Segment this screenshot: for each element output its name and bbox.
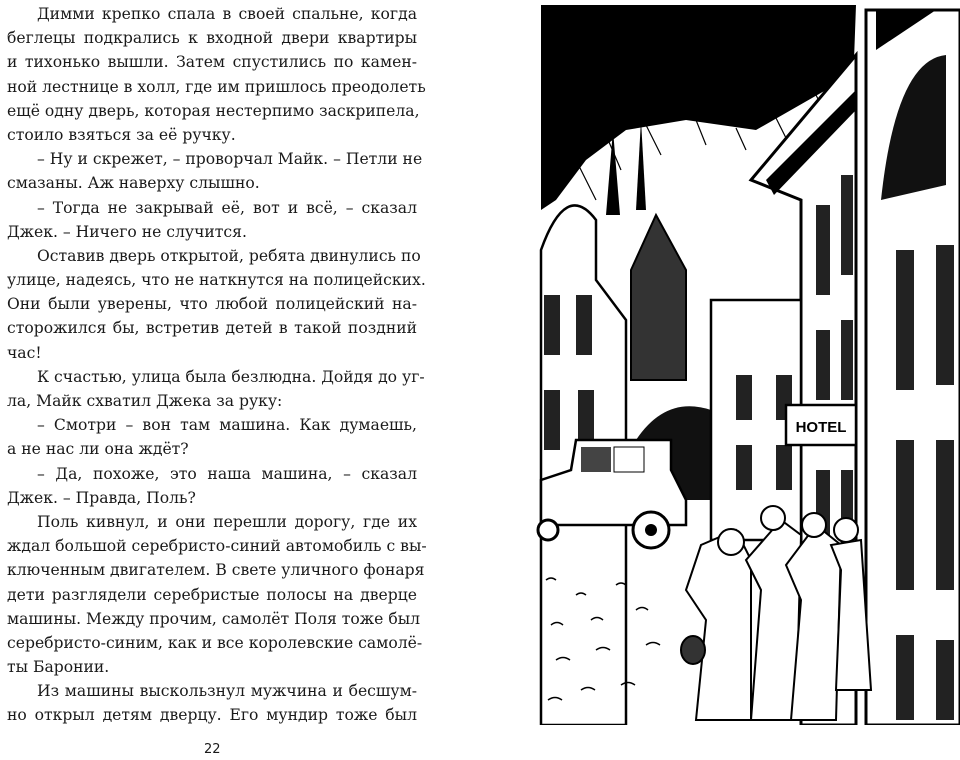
text-line: Димми крепко спала в своей спальне, когда — [37, 5, 417, 23]
text-line: Поль кивнул, и они перешли дорогу, где их — [37, 512, 417, 531]
text-line: К счастью, улица была безлюдна. Дойдя до уг- — [37, 367, 425, 386]
page-number: 22 — [204, 742, 221, 757]
text-line: час! — [7, 343, 42, 362]
text-line: – Тогда не закрывай её, вот и всё, – сказал — [37, 198, 417, 217]
street-illustration — [536, 0, 960, 725]
text-line: но открыл детям дверцу. Его мундир тоже был — [7, 706, 417, 725]
text-line: – Ну и скрежет, – проворчал Майк. – Петли не — [37, 150, 423, 169]
text-line: машины. Между прочим, самолёт Поля тоже был — [7, 609, 421, 628]
text-line: смазаны. Аж наверху слышно. — [7, 174, 260, 193]
text-line: – Смотри – вон там машина. Как думаешь, — [37, 416, 417, 435]
text-line: ты Баронии. — [7, 658, 110, 677]
text-line: ещё одну дверь, которая нестерпимо заскрипела, — [7, 101, 420, 120]
text-line: Оставив дверь открытой, ребята двинулись по — [37, 246, 421, 265]
text-line: Они были уверены, что любой полицейский на- — [7, 295, 417, 314]
book-page-text — [7, 2, 427, 728]
text-line: Из машины выскользнул мужчина и бесшум- — [37, 682, 417, 701]
text-line: ждал большой серебристо-синий автомобиль с вы- — [7, 537, 427, 556]
text-line: Джек. – Правда, Поль? — [7, 488, 196, 507]
hotel-sign: HOTEL — [795, 419, 847, 436]
text-line: ной лестнице в холл, где им пришлось преодолеть — [7, 77, 426, 96]
text-line: дети разглядели серебристые полосы на дверце — [7, 585, 417, 604]
text-line: ла, Майк схватил Джека за руку: — [7, 392, 283, 410]
text-line: серебристо-синим, как и все королевские самолё- — [7, 633, 423, 652]
text-line: стоило взяться за её ручку. — [7, 125, 236, 144]
text-line: – Да, похоже, это наша машина, – сказал — [37, 464, 417, 483]
text-line: и тихонько вышли. Затем спустились по камен- — [7, 53, 417, 72]
text-line: улице, надеясь, что не наткнутся на полицейских. — [7, 271, 426, 290]
text-line: сторожился бы, встретив детей в такой поздний — [7, 319, 417, 338]
text-line: беглецы подкрались к входной двери квартиры — [7, 29, 417, 48]
text-line: Джек. – Ничего не случится. — [7, 222, 247, 241]
children-group — [681, 506, 871, 720]
text-line: а не нас ли она ждёт? — [7, 440, 189, 459]
text-line: ключенным двигателем. В свете уличного фонаря — [7, 561, 425, 580]
